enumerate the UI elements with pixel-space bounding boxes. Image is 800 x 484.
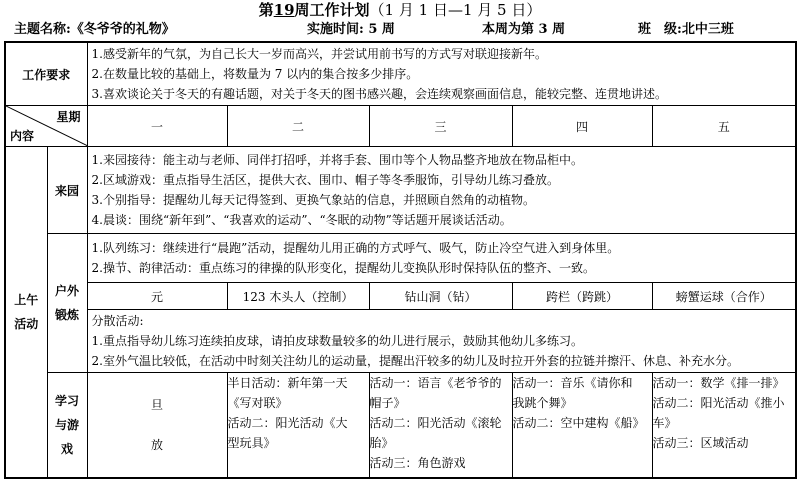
current-week: 本周为第 3 周 — [482, 22, 566, 37]
study-thursday — [512, 373, 652, 479]
activity-line: 活动三：区域活动 — [652, 436, 749, 450]
activity-line: 活动一：语言《老爷爷的 — [369, 376, 502, 390]
daily-game-friday: 螃蟹运球（合作） — [652, 283, 796, 310]
plan-table — [4, 41, 797, 479]
scatter-item: 1.重点指导幼儿练习连续拍皮球，请拍皮球数量较多的幼儿进行展示，鼓励其他幼儿多练习。 — [91, 334, 583, 348]
title-text: 周工作计划 — [294, 1, 370, 19]
holiday-text: 旦 — [151, 398, 164, 412]
outdoor-daily-row — [5, 283, 796, 310]
day-monday: 一 — [87, 106, 227, 147]
day-tuesday: 二 — [227, 106, 369, 147]
outdoor-item: 1.队列练习：继续进行“晨跑”活动，提醒幼儿用正确的方式呼气、吸气，防止冷空气进入到身体里。 — [91, 241, 620, 255]
day-wednesday: 三 — [369, 106, 512, 147]
requirement-item: 2.在数量比较的基础上，将数量为 7 以内的集合按多少排序。 — [91, 67, 419, 81]
content-corner-label: 内容 — [10, 129, 35, 143]
study-wednesday — [369, 373, 512, 479]
arrival-label: 来园 — [47, 147, 87, 234]
arrival-item: 4.晨谈：围绕“新年到”、“我喜欢的运动”、“冬眠的动物”等话题开展谈话活动。 — [91, 213, 512, 227]
outdoor-scatter-row — [5, 310, 796, 373]
theme-name: 主题名称:《冬爷爷的礼物》 — [14, 22, 175, 37]
activity-line: 型玩具》 — [227, 436, 276, 450]
page-title — [0, 1, 800, 19]
scatter-activity-content — [87, 310, 796, 373]
activity-line: 活动二：阳光活动《大 — [227, 416, 348, 430]
activity-line: 活动三：角色游戏 — [369, 456, 466, 470]
activity-line: 活动一：数学《排一排》 — [652, 376, 785, 390]
study-label-line: 戏 — [61, 442, 74, 456]
study-play-row — [5, 373, 796, 479]
work-requirements-content — [87, 42, 796, 106]
outdoor-intro-row — [5, 234, 796, 283]
arrival-item: 3.个别指导：提醒幼儿每天记得签到、更换气象站的信息，并照顾自然角的动植物。 — [91, 193, 535, 207]
class-label: 班 级: — [638, 22, 682, 37]
activity-line: 活动二：阳光活动《推小 — [652, 396, 785, 410]
weekday-header-row — [5, 106, 796, 147]
day-thursday: 四 — [512, 106, 652, 147]
morning-label-line: 活动 — [14, 317, 39, 331]
class-name: 北中三班 — [681, 22, 734, 37]
weekday-corner-label: 星期 — [56, 110, 81, 124]
activity-line: 活动二：空中建构《船》 — [512, 416, 645, 430]
scatter-item: 2.室外气温比较低，在活动中时刻关注幼儿的运动量，提醒出汗较多的幼儿及时拉开外套的拉链并擦汗、休息、补充水分。 — [91, 354, 739, 368]
outdoor-exercise-label — [47, 234, 87, 373]
activity-line: 我跳个舞》 — [512, 396, 573, 410]
morning-label-line: 上午 — [14, 293, 39, 307]
arrival-item: 2.区域游戏：重点指导生活区，提供大衣、围巾、帽子等冬季服饰，引导幼儿练习叠放。 — [91, 173, 559, 187]
arrival-item: 1.来园接待：能主动与老师、同伴打招呼，并将手套、围巾等个人物品整齐地放在物品柜中。 — [91, 153, 583, 167]
daily-game-monday: 元 — [87, 283, 227, 310]
morning-activities-label — [5, 147, 47, 479]
activity-line: 《写对联》 — [227, 396, 288, 410]
outdoor-intro-content — [87, 234, 796, 283]
activity-line: 帽子》 — [369, 396, 406, 410]
study-friday — [652, 373, 796, 479]
arrival-content — [87, 147, 796, 234]
activity-line: 活动二：阳光活动《滚轮 — [369, 416, 502, 430]
daily-game-thursday: 跨栏（跨跳） — [512, 283, 652, 310]
implementation-time: 实施时间: 5 周 — [307, 22, 395, 37]
daily-game-tuesday: 123 木头人（控制） — [227, 283, 369, 310]
activity-line: 车》 — [652, 416, 677, 430]
scatter-item: 分散活动: — [91, 314, 144, 328]
date-range: （1 月 1 日—1 月 5 日） — [369, 1, 542, 19]
study-label-line: 学习 — [55, 394, 80, 408]
activity-line: 活动一：音乐《请你和 — [512, 376, 633, 390]
holiday-text: 放 — [151, 438, 164, 452]
requirement-item: 3.喜欢谈论关于冬天的有趣话题，对关于冬天的图书感兴趣，会连续观察画面信息，能较完整、连贯地讲述。 — [91, 87, 667, 101]
title-prefix: 第 — [258, 1, 274, 19]
daily-game-wednesday: 钻山洞（钻） — [369, 283, 512, 310]
study-tuesday — [227, 373, 369, 479]
arrival-row — [5, 147, 796, 234]
activity-line: 胎》 — [369, 436, 394, 450]
study-monday — [87, 373, 227, 479]
diagonal-header-cell — [5, 106, 87, 147]
work-requirements-row — [5, 42, 796, 106]
outdoor-item: 2.操节、韵律活动：重点练习的律操的队形变化，提醒幼儿变换队形时保持队伍的整齐、一致。 — [91, 261, 595, 275]
day-friday: 五 — [652, 106, 796, 147]
outdoor-label-line: 户外 — [55, 284, 80, 298]
activity-line: 半日活动：新年第一天 — [227, 376, 348, 390]
requirement-item: 1.感受新年的气氛，为自己长大一岁而高兴，并尝试用前书写的方式写对联迎接新年。 — [91, 47, 547, 61]
week-number: 19 — [273, 1, 295, 19]
class-info — [638, 21, 734, 38]
study-label-line: 与游 — [55, 418, 80, 432]
work-requirements-label: 工作要求 — [5, 42, 87, 106]
outdoor-label-line: 锻炼 — [55, 308, 80, 322]
study-play-label — [47, 373, 87, 479]
